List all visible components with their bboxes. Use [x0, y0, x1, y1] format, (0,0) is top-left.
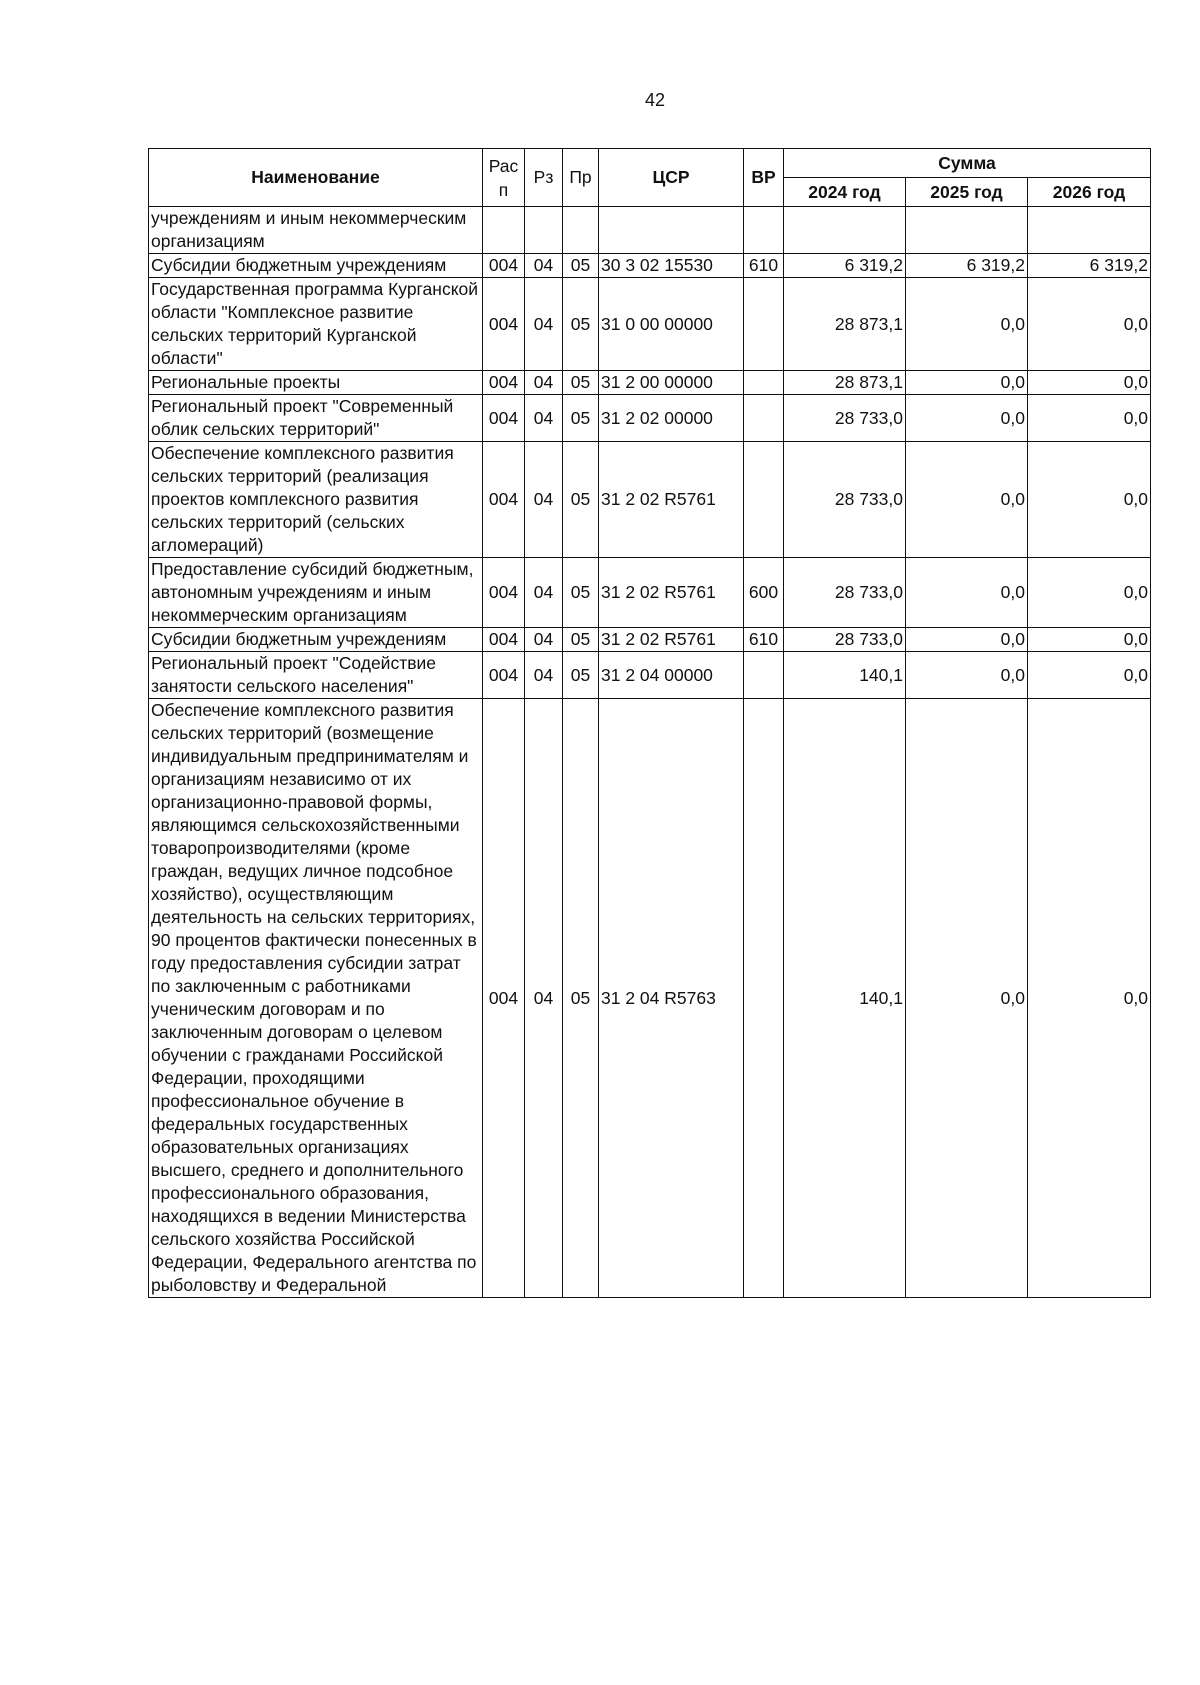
row-amount-2024: 28 873,1	[784, 278, 906, 371]
row-vr	[744, 278, 784, 371]
table-row	[149, 254, 1151, 278]
table-row	[149, 371, 1151, 395]
row-amount-2026: 0,0	[1028, 628, 1151, 652]
row-pr: 05	[563, 395, 599, 442]
row-csr: 31 2 02 R5761	[599, 628, 744, 652]
row-rz: 04	[525, 699, 563, 1298]
header-2026: 2026 год	[1028, 178, 1151, 207]
row-csr: 30 3 02 15530	[599, 254, 744, 278]
budget-table	[148, 148, 1151, 1298]
row-amount-2024: 140,1	[784, 699, 906, 1298]
page-number: 42	[644, 90, 666, 110]
row-csr: 31 2 02 R5761	[599, 558, 744, 628]
header-2024: 2024 год	[784, 178, 906, 207]
row-name: Субсидии бюджетным учреждениям	[149, 628, 483, 652]
row-rasp: 004	[483, 371, 525, 395]
header-pr: Пр	[563, 149, 599, 207]
row-rasp: 004	[483, 254, 525, 278]
row-rasp: 004	[483, 652, 525, 699]
table-row	[149, 207, 1151, 254]
row-rz: 04	[525, 278, 563, 371]
table-row	[149, 558, 1151, 628]
row-amount-2025: 0,0	[906, 628, 1028, 652]
row-amount-2024: 28 733,0	[784, 558, 906, 628]
row-name: Региональный проект "Содействие занятости сельского населения"	[149, 652, 483, 699]
header-name: Наименование	[149, 149, 483, 207]
row-amount-2025: 0,0	[906, 442, 1028, 558]
row-csr: 31 2 02 R5761	[599, 442, 744, 558]
row-name: Региональный проект "Современный облик сельских территорий"	[149, 395, 483, 442]
row-rasp: 004	[483, 278, 525, 371]
row-csr: 31 2 04 00000	[599, 652, 744, 699]
row-pr: 05	[563, 254, 599, 278]
header-2025: 2025 год	[906, 178, 1028, 207]
row-rz: 04	[525, 371, 563, 395]
row-rz: 04	[525, 254, 563, 278]
table-row	[149, 395, 1151, 442]
row-pr: 05	[563, 278, 599, 371]
row-amount-2026: 0,0	[1028, 558, 1151, 628]
row-amount-2024: 6 319,2	[784, 254, 906, 278]
row-pr: 05	[563, 558, 599, 628]
row-pr: 05	[563, 442, 599, 558]
row-rz	[525, 207, 563, 254]
row-amount-2025: 0,0	[906, 278, 1028, 371]
row-rasp	[483, 207, 525, 254]
row-vr	[744, 371, 784, 395]
row-csr: 31 2 00 00000	[599, 371, 744, 395]
row-rasp: 004	[483, 558, 525, 628]
row-csr: 31 2 02 00000	[599, 395, 744, 442]
row-amount-2025: 0,0	[906, 395, 1028, 442]
row-name: Субсидии бюджетным учреждениям	[149, 254, 483, 278]
row-csr	[599, 207, 744, 254]
row-amount-2025: 0,0	[906, 371, 1028, 395]
row-name: Обеспечение комплексного развития сельских территорий (возмещение индивидуальным предпринимателям и организациям независимо от их организационно-правовой формы, являющимся сельскохозяйственными товаропроизводителями (кроме граждан, ведущих личное подсобное хозяйство), осуществляющим деятельность на сельских территориях, 90 процентов фактически понесенных в году предоставления субсидии затрат по заключенным с работниками ученическим договорам и по заключенным договорам о целевом обучении с гражданами Российской Федерации, проходящими профессиональное обучение в федеральных государственных образовательных организациях высшего, среднего и дополнительного профессионального образования, находящихся в ведении Министерства сельского хозяйства Российской Федерации, Федерального агентства по рыболовству и Федеральной	[149, 699, 483, 1298]
row-name: Государственная программа Курганской области "Комплексное развитие сельских территорий Курганской области"	[149, 278, 483, 371]
row-amount-2026: 0,0	[1028, 395, 1151, 442]
table-row	[149, 699, 1151, 1298]
row-amount-2026: 0,0	[1028, 278, 1151, 371]
row-amount-2024: 28 733,0	[784, 628, 906, 652]
row-pr: 05	[563, 699, 599, 1298]
row-rz: 04	[525, 628, 563, 652]
row-amount-2026: 0,0	[1028, 652, 1151, 699]
header-rz: Рз	[525, 149, 563, 207]
row-vr	[744, 442, 784, 558]
row-amount-2025: 0,0	[906, 652, 1028, 699]
row-rasp: 004	[483, 395, 525, 442]
row-amount-2026: 0,0	[1028, 699, 1151, 1298]
budget-table-body	[149, 207, 1151, 1298]
row-amount-2026: 0,0	[1028, 442, 1151, 558]
row-amount-2024: 28 733,0	[784, 395, 906, 442]
row-pr: 05	[563, 628, 599, 652]
row-pr: 05	[563, 652, 599, 699]
row-vr: 610	[744, 254, 784, 278]
row-amount-2024: 140,1	[784, 652, 906, 699]
row-vr	[744, 699, 784, 1298]
row-rz: 04	[525, 442, 563, 558]
row-csr: 31 0 00 00000	[599, 278, 744, 371]
row-amount-2024: 28 733,0	[784, 442, 906, 558]
row-rz: 04	[525, 652, 563, 699]
row-amount-2025: 0,0	[906, 699, 1028, 1298]
row-vr: 600	[744, 558, 784, 628]
header-rasp: Рас п	[483, 149, 525, 207]
row-vr	[744, 207, 784, 254]
header-csr: ЦСР	[599, 149, 744, 207]
row-rasp: 004	[483, 628, 525, 652]
row-amount-2025: 0,0	[906, 558, 1028, 628]
row-name: Обеспечение комплексного развития сельских территорий (реализация проектов комплексного развития сельских территорий (сельских агломераций)	[149, 442, 483, 558]
row-pr: 05	[563, 371, 599, 395]
row-vr: 610	[744, 628, 784, 652]
table-row	[149, 652, 1151, 699]
row-amount-2026: 0,0	[1028, 371, 1151, 395]
row-amount-2025: 6 319,2	[906, 254, 1028, 278]
row-name: Региональные проекты	[149, 371, 483, 395]
table-row	[149, 278, 1151, 371]
row-vr	[744, 652, 784, 699]
table-row	[149, 442, 1151, 558]
row-csr: 31 2 04 R5763	[599, 699, 744, 1298]
row-name: Предоставление субсидий бюджетным, автономным учреждениям и иным некоммерческим организациям	[149, 558, 483, 628]
row-amount-2024: 28 873,1	[784, 371, 906, 395]
header-vr: ВР	[744, 149, 784, 207]
row-pr	[563, 207, 599, 254]
row-rz: 04	[525, 395, 563, 442]
row-amount-2026	[1028, 207, 1151, 254]
row-amount-2025	[906, 207, 1028, 254]
table-row	[149, 628, 1151, 652]
row-rz: 04	[525, 558, 563, 628]
row-amount-2024	[784, 207, 906, 254]
row-rasp: 004	[483, 442, 525, 558]
row-name: учреждениям и иным некоммерческим организациям	[149, 207, 483, 254]
row-vr	[744, 395, 784, 442]
header-sum: Сумма	[784, 149, 1151, 178]
row-amount-2026: 6 319,2	[1028, 254, 1151, 278]
row-rasp: 004	[483, 699, 525, 1298]
